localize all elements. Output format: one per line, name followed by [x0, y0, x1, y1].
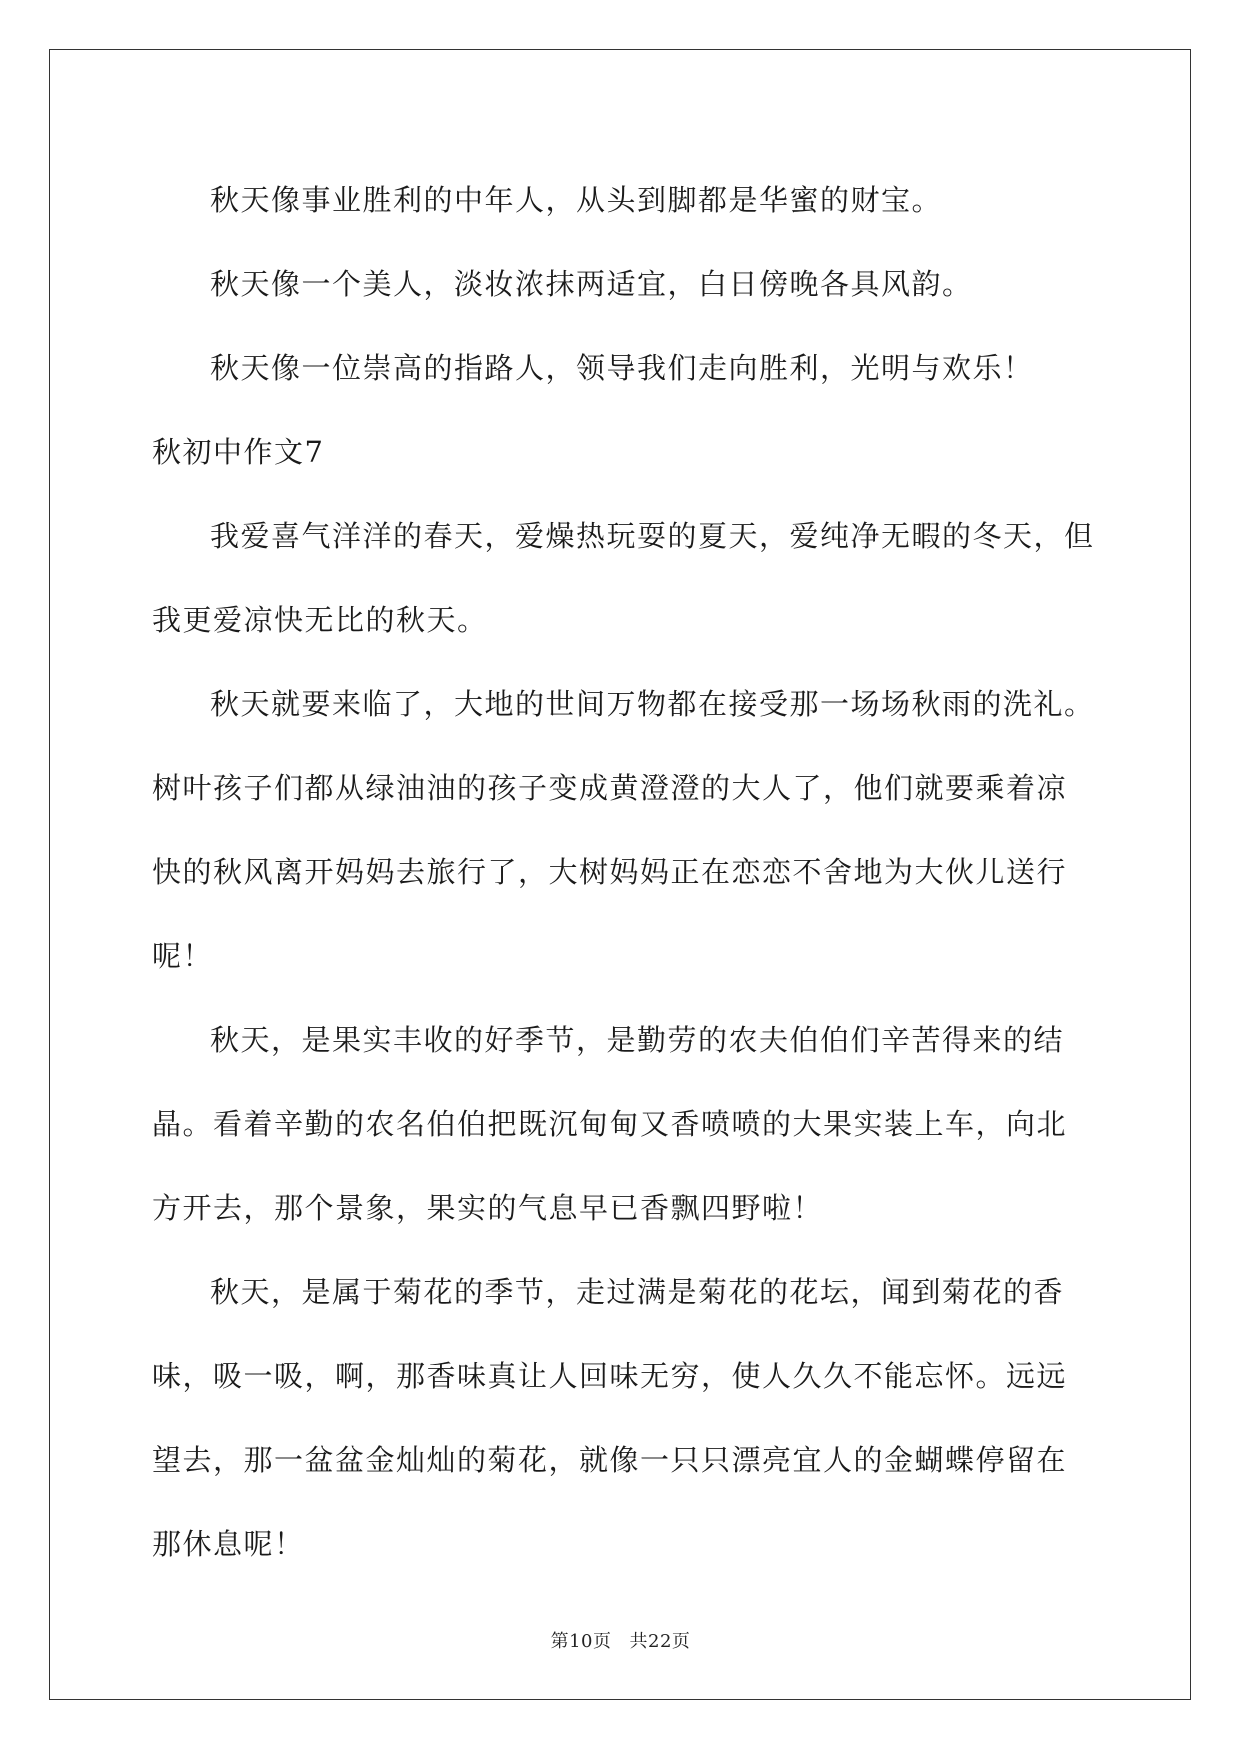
page-footer	[0, 1627, 1241, 1653]
paragraph: 我爱喜气洋洋的春天，爱燥热玩耍的夏天，爱纯净无暇的冬天，但我更爱凉快无比的秋天。	[152, 519, 1095, 637]
paragraph: 秋天就要来临了，大地的世间万物都在接受那一场场秋雨的洗礼。树叶孩子们都从绿油油的孩子变成黄澄澄的大人了，他们就要乘着凉快的秋风离开妈妈去旅行了，大树妈妈正在恋恋不舍地为大伙儿送行呢！	[152, 687, 1095, 973]
paragraph: 秋天，是属于菊花的季节，走过满是菊花的花坛，闻到菊花的香味，吸一吸，啊，那香味真让人回味无穷，使人久久不能忘怀。远远望去，那一盆盆金灿灿的菊花，就像一只只漂亮宜人的金蝴蝶停留在那休息呢！	[152, 1275, 1068, 1561]
page-total: 共22页	[629, 1631, 691, 1652]
paragraph: 秋天，是果实丰收的好季节，是勤劳的农夫伯伯们辛苦得来的结晶。看着辛勤的农名伯伯把既沉甸甸又香喷喷的大果实装上车，向北方开去，那个景象，果实的气息早已香飘四野啦！	[152, 1023, 1068, 1225]
paragraph: 秋天像一位崇高的指路人，领导我们走向胜利，光明与欢乐！	[210, 351, 1034, 385]
section-heading: 秋初中作文7	[152, 435, 325, 469]
paragraph: 秋天像事业胜利的中年人，从头到脚都是华蜜的财宝。	[210, 183, 943, 217]
paragraph: 秋天像一个美人，淡妆浓抹两适宜，白日傍晚各具风韵。	[210, 267, 973, 301]
document-body	[152, 158, 1097, 1586]
page-number: 第10页	[550, 1631, 612, 1652]
